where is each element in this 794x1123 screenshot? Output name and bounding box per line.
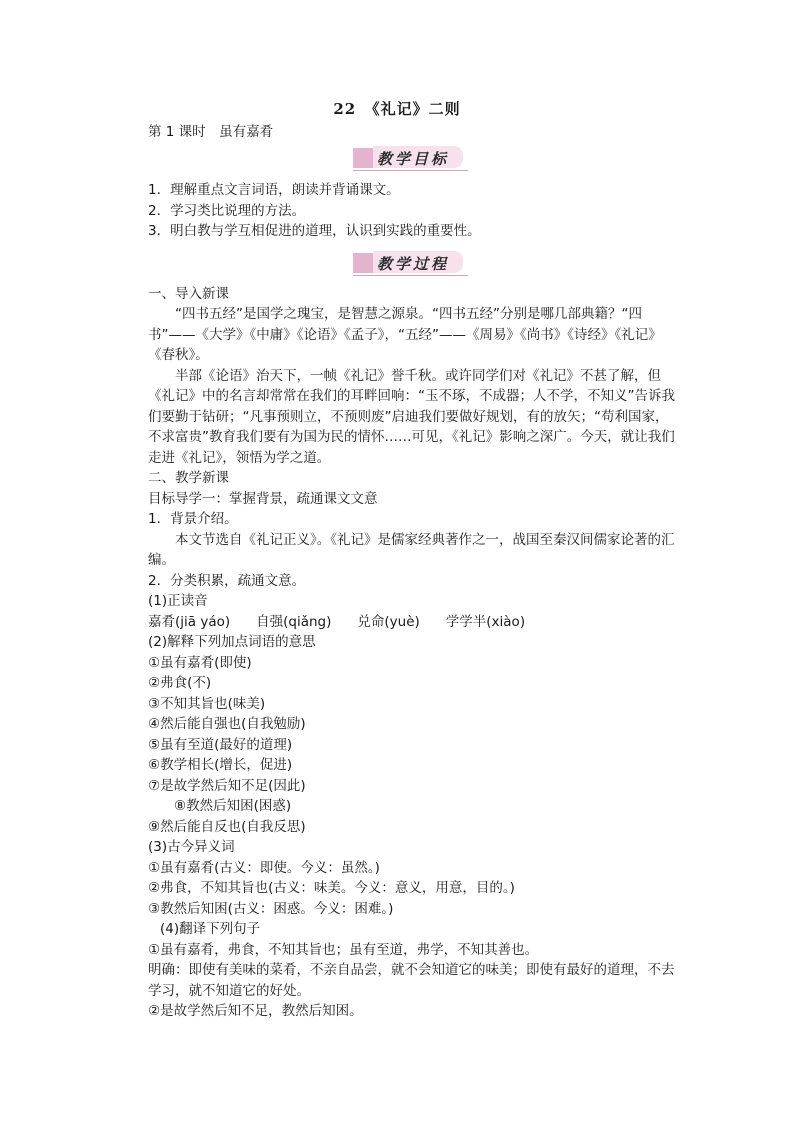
background-text: 本文节选自《礼记正义》。《礼记》是儒家经典著作之一，战国至秦汉间儒家论著的汇编。 [148, 531, 675, 568]
lesson-title: 22 《礼记》二则 [333, 100, 461, 118]
document-body [148, 180, 678, 1022]
process-banner-text: 教学过程 [377, 255, 450, 273]
goal-guide: 目标导学一：掌握背景，疏通课文文意 [148, 490, 378, 507]
translate-sentence: ①虽有嘉肴，弗食，不知其旨也；虽有至道，弗学，不知其善也。 [148, 941, 539, 958]
explanation-item: ⑦是故学然后知不足(因此) [148, 777, 306, 794]
goal-item: 2．学习类比说理的方法。 [148, 202, 306, 219]
goal-item: 3．明白教与学互相促进的道理，认识到实践的重要性。 [148, 223, 481, 239]
explanation-item: ⑧教然后知困(困惑) [174, 798, 292, 814]
translate-answer: 明确：即使有美味的菜肴，不亲自品尝，就不会知道它的味美；即使有最好的道理，不去学习，就不知道它的好处。 [148, 962, 675, 999]
lesson-subtitle: 第 1 课时 虽有嘉肴 [148, 124, 274, 140]
ancient-meaning-item: ②弗食，不知其旨也(古义：味美。今义：意义，用意，目的。) [148, 880, 515, 896]
ancient-meaning-item: ①虽有嘉肴(古义：即使。今义：虽然。) [148, 859, 380, 876]
sub-title: (3)古今异义词 [148, 839, 235, 855]
pronunciation-item: 学学半(xiào) [445, 613, 526, 630]
explanation-item: ⑨然后能自反也(自我反思) [148, 818, 306, 835]
explanation-item: ⑤虽有至道(最好的道理) [148, 736, 293, 753]
sub-title: (1)正读音 [148, 593, 208, 609]
sub-title: (2)解释下列加点词语的意思 [148, 634, 316, 650]
goals-banner-text: 教学目标 [377, 150, 450, 168]
pronunciation-row [148, 612, 678, 633]
goal-item: 1．理解重点文言词语，朗读并背诵课文。 [148, 182, 400, 198]
intro-paragraph: “四书五经”是国学之瑰宝，是智慧之源泉。“四书五经”分别是哪几部典籍？“四书”——《大学》《中庸》《论语》《孟子》，“五经”——《周易》《尚书》《诗经》《礼记》《春秋》。 [148, 306, 662, 363]
step-title: 1．背景介绍。 [148, 511, 238, 527]
explanation-item: ③不知其旨也(味美) [148, 695, 266, 712]
banner-block [353, 148, 375, 168]
goals-banner [353, 146, 468, 172]
explanation-item: ②弗食(不) [148, 675, 212, 691]
pronunciation-item: 兑命(yuè) [357, 613, 420, 630]
intro-paragraph: 半部《论语》治天下，一帧《礼记》誉千秋。或许同学们对《礼记》不甚了解，但《礼记》中的名言却常常在我们的耳畔回响：“玉不琢，不成器；人不学，不知义”告诉我们要勤于钻研；“凡事预则立，不预则废”启迪我们要做好规划，有的放矢；“苟利国家，不求富贵”教育我们要有为国为民的情怀……可见，《礼记》影响之深广。今天，就让我们走进《礼记》，领悟为学之道。 [148, 367, 675, 466]
translate-sentence: ②是故学然后知不足，教然后知困。 [148, 1003, 363, 1019]
section-heading: 一、导入新课 [148, 285, 229, 302]
step-title: 2．分类积累，疏通文意。 [148, 572, 306, 589]
sub-title: (4)翻译下列句子 [160, 921, 261, 937]
pronunciation-item: 嘉肴(jiā yáo) [148, 613, 231, 630]
section-heading: 二、教学新课 [148, 470, 229, 486]
ancient-meaning-item: ③教然后知困(古义：困惑。今义：困难。) [148, 900, 394, 917]
explanation-item: ①虽有嘉肴(即使) [148, 654, 252, 671]
explanation-item: ④然后能自强也(自我勉励) [148, 716, 306, 732]
pronunciation-item: 自强(qiǎng) [256, 613, 332, 630]
banner-underline [353, 170, 468, 171]
explanation-item: ⑥教学相长(增长，促进) [148, 757, 293, 773]
